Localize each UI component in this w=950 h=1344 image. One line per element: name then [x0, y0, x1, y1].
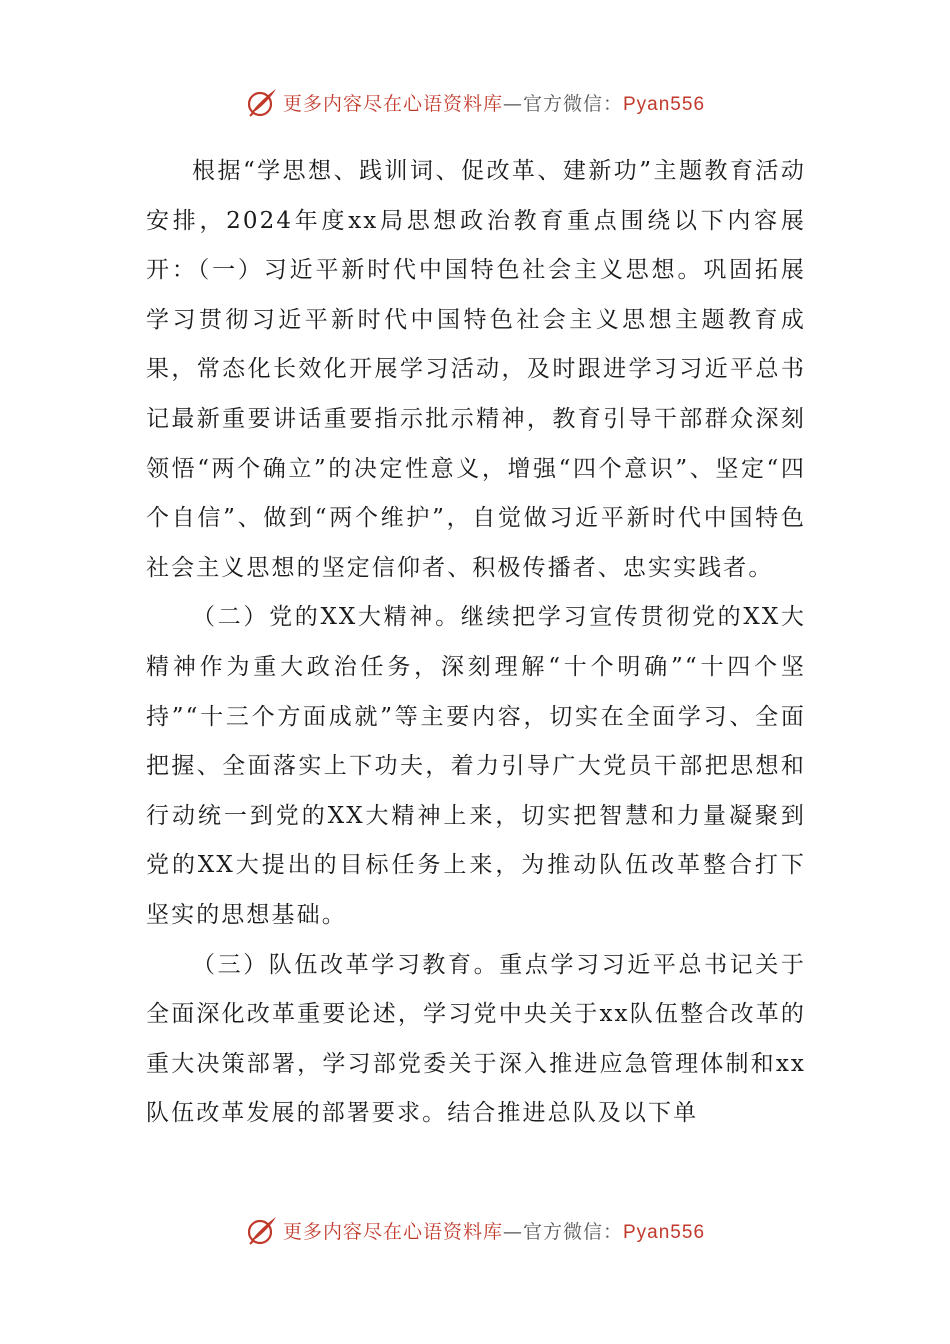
quill-pen-icon — [245, 1213, 279, 1247]
watermark-wechat-id: Pyan556 — [623, 1221, 706, 1243]
watermark-text — [283, 89, 705, 116]
watermark-dash: — — [502, 1220, 523, 1243]
watermark-wechat-id: Pyan556 — [623, 93, 706, 115]
watermark-text — [283, 1217, 705, 1244]
watermark-title: 更多内容尽在心语资料库 — [282, 92, 503, 115]
watermark-dash: — — [502, 92, 523, 115]
paragraph-2: （二）党的XX大精神。继续把学习宣传贯彻党的XX大精神作为重大政治任务，深刻理解“十个明确”“十四个坚持”“十三个方面成就”等主要内容，切实在全面学习、全面把握、全面落实上下功夫，着力引导广大党员干部把思想和行动统一到党的XX大精神上来，切实把智慧和力量凝聚到党的XX大提出的目标任务上来，为推动队伍改革整合打下坚实的思想基础。 — [146, 604, 806, 928]
watermark-official-label: 官方微信： — [522, 92, 623, 115]
document-body — [146, 147, 806, 1139]
watermark-official-label: 官方微信： — [522, 1220, 623, 1243]
watermark-header — [0, 82, 950, 122]
paragraph-1: 根据“学思想、践训词、促改革、建新功”主题教育活动安排，2024年度xx局思想政治教育重点围绕以下内容展开：（一）习近平新时代中国特色社会主义思想。巩固拓展学习贯彻习近平新时代中国特色社会主义思想主题教育成果，常态化长效化开展学习活动，及时跟进学习习近平总书记最新重要讲话重要指示批示精神，教育引导干部群众深刻领悟“两个确立”的决定性意义，增强“四个意识”、坚定“四个自信”、做到“两个维护”，自觉做习近平新时代中国特色社会主义思想的坚定信仰者、积极传播者、忠实实践者。 — [146, 158, 806, 581]
watermark-footer — [0, 1210, 950, 1250]
paragraph-3: （三）队伍改革学习教育。重点学习习近平总书记关于全面深化改革重要论述，学习党中央关于xx队伍整合改革的重大决策部署，学习部党委关于深入推进应急管理体制和xx队伍改革发展的部署要求。结合推进总队及以下单 — [146, 951, 806, 1127]
watermark-title: 更多内容尽在心语资料库 — [282, 1220, 503, 1243]
quill-pen-icon — [245, 85, 279, 119]
